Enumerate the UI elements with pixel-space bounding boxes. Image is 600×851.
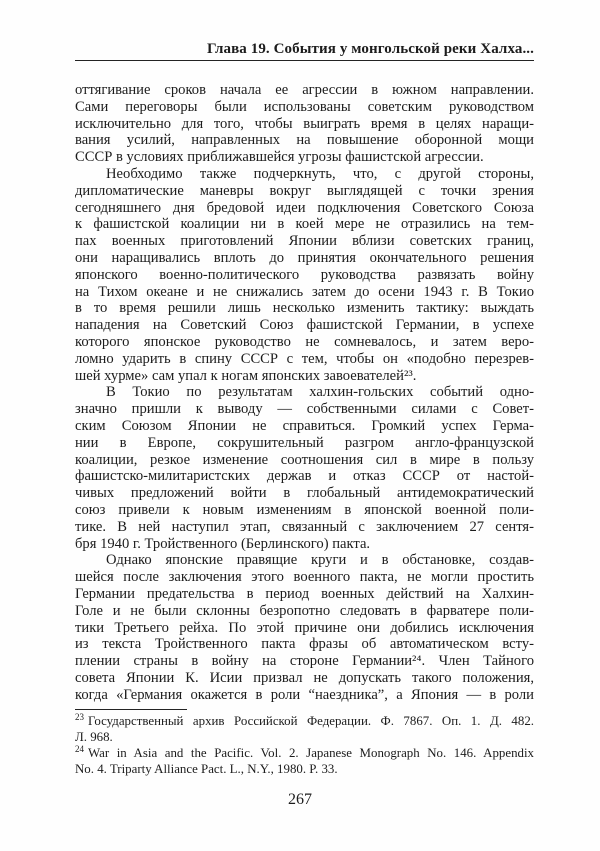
text-line: совета Японии К. Исии призвал не допускать такого положения, xyxy=(75,669,534,686)
text-line: нии в Европе, сокрушительный разгром англо-французской xyxy=(75,434,534,451)
text-line: Необходимо также подчеркнуть, что, с другой стороны, xyxy=(106,165,534,182)
text-line: которого японское руководство не сомневалось, и затем веро- xyxy=(75,333,534,350)
footnote-marker: 23 xyxy=(75,712,84,723)
text-line: на Тихом океане и не снижались затем до осени 1943 г. В Токио xyxy=(75,283,534,300)
text-line: Германии предательства в период военных действий на Халхин- xyxy=(75,585,534,602)
paragraph xyxy=(75,384,534,552)
text-line: Сами переговоры были использованы советским руководством xyxy=(75,98,534,115)
footnote xyxy=(75,745,534,777)
footnotes xyxy=(75,713,534,777)
text-line: исключительно для того, чтобы выиграть время в целях наращи- xyxy=(75,115,534,132)
text-line: значно пришли к выводу — собственными силами с Совет- xyxy=(75,401,534,418)
paragraph xyxy=(75,552,534,703)
text-line: фашистско-милитаристских держав и отказ СССР от настой- xyxy=(75,468,534,485)
text-block xyxy=(75,0,534,777)
page-number: 267 xyxy=(288,791,312,808)
footnote xyxy=(75,713,534,745)
text-line: когда «Германия окажется в роли “наездника”, а Япония — в роли xyxy=(75,686,534,703)
text-line: шей хурме» сам упал к ногам японских завоевателей²³. xyxy=(75,367,417,384)
footnote-marker: 24 xyxy=(75,744,84,755)
paragraph xyxy=(75,82,534,166)
text-line: коалиции, резкое изменение соотношения сил в мире в пользу xyxy=(75,451,534,468)
text-line: дипломатические маневры вокруг выглядящей с точки зрения xyxy=(75,182,534,199)
footnote-line: Л. 968. xyxy=(75,730,113,745)
text-line: сегодняшнего дня бредовой идеи подключения Советского Союза xyxy=(75,199,534,216)
text-line: В Токио по результатам халхин-гольских событий одно- xyxy=(106,384,534,401)
text-line: нападения на Советский Союз фашистской Германии, в успехе xyxy=(75,317,534,334)
footnote-separator-rule xyxy=(75,709,187,710)
text-line: СССР в условиях приближавшейся угрозы фашистской агрессии. xyxy=(75,149,484,166)
text-line: Однако японские правящие круги и в обстановке, создав- xyxy=(106,552,534,569)
text-line: ломно ударить в спину СССР с тем, чтобы он «подобно перезрев- xyxy=(75,350,534,367)
footnote-line: $^{23}$ Государственный архив Российской Федерации. Ф. 7867. Оп. 1. Д. 482. xyxy=(75,712,534,729)
text-line: они наращивались вплоть до принятия окончательного решения xyxy=(75,249,534,266)
text-line: пах военных приготовлений Японии вблизи советских границ, xyxy=(75,233,534,250)
text-line: ским Союзом Японии не справиться. Громкий успех Герма- xyxy=(75,417,534,434)
text-line: чивых предложений войти в глобальный антидемократический xyxy=(75,485,534,502)
header-rule xyxy=(75,60,534,61)
text-line: из текста Тройственного пакта фразы об автоматическом всту- xyxy=(75,636,534,653)
text-line: тики Третьего рейха. По этой причине они добились исключения xyxy=(75,619,534,636)
running-header-title: Глава 19. События у монгольской реки Халха... xyxy=(207,41,534,57)
footnote-line: No. 4. Triparty Alliance Pact. L., N.Y., 1980. P. 33. xyxy=(75,762,338,777)
text-line: плении страны в войну на стороне Германии²⁴. Член Тайного xyxy=(75,653,534,670)
text-line: союз привели к новым изменениям в японской военной поли- xyxy=(75,501,534,518)
text-line: тике. В ней наступил этап, связанный с заключением 27 сентя- xyxy=(75,518,534,535)
text-line: оттягивание сроков начала ее агрессии в южном направлении. xyxy=(75,82,534,98)
text-line: шейся после заключения этого военного пакта, не могли простить xyxy=(75,569,534,586)
body-text xyxy=(75,82,534,703)
text-line: Голе и не были склонны безропотно следовать в фарватере поли- xyxy=(75,602,534,619)
text-line: вания усилий, направленных на повышение оборонной мощи xyxy=(75,132,534,149)
text-line: к фашистской коалиции ни в коей мере не отразились на тем- xyxy=(75,216,534,233)
footnote-line: $^{24}$ War in Asia and the Pacific. Vol. 2. Japanese Monograph No. 146. Appendix xyxy=(75,744,534,761)
text-line: японского военно-политического руководства развязать войну xyxy=(75,266,534,283)
text-line: в то время решили лишь несколько изменить тактику: выждать xyxy=(75,300,534,317)
text-line: бря 1940 г. Тройственного (Берлинского) пакта. xyxy=(75,535,371,552)
paragraph xyxy=(75,166,534,384)
